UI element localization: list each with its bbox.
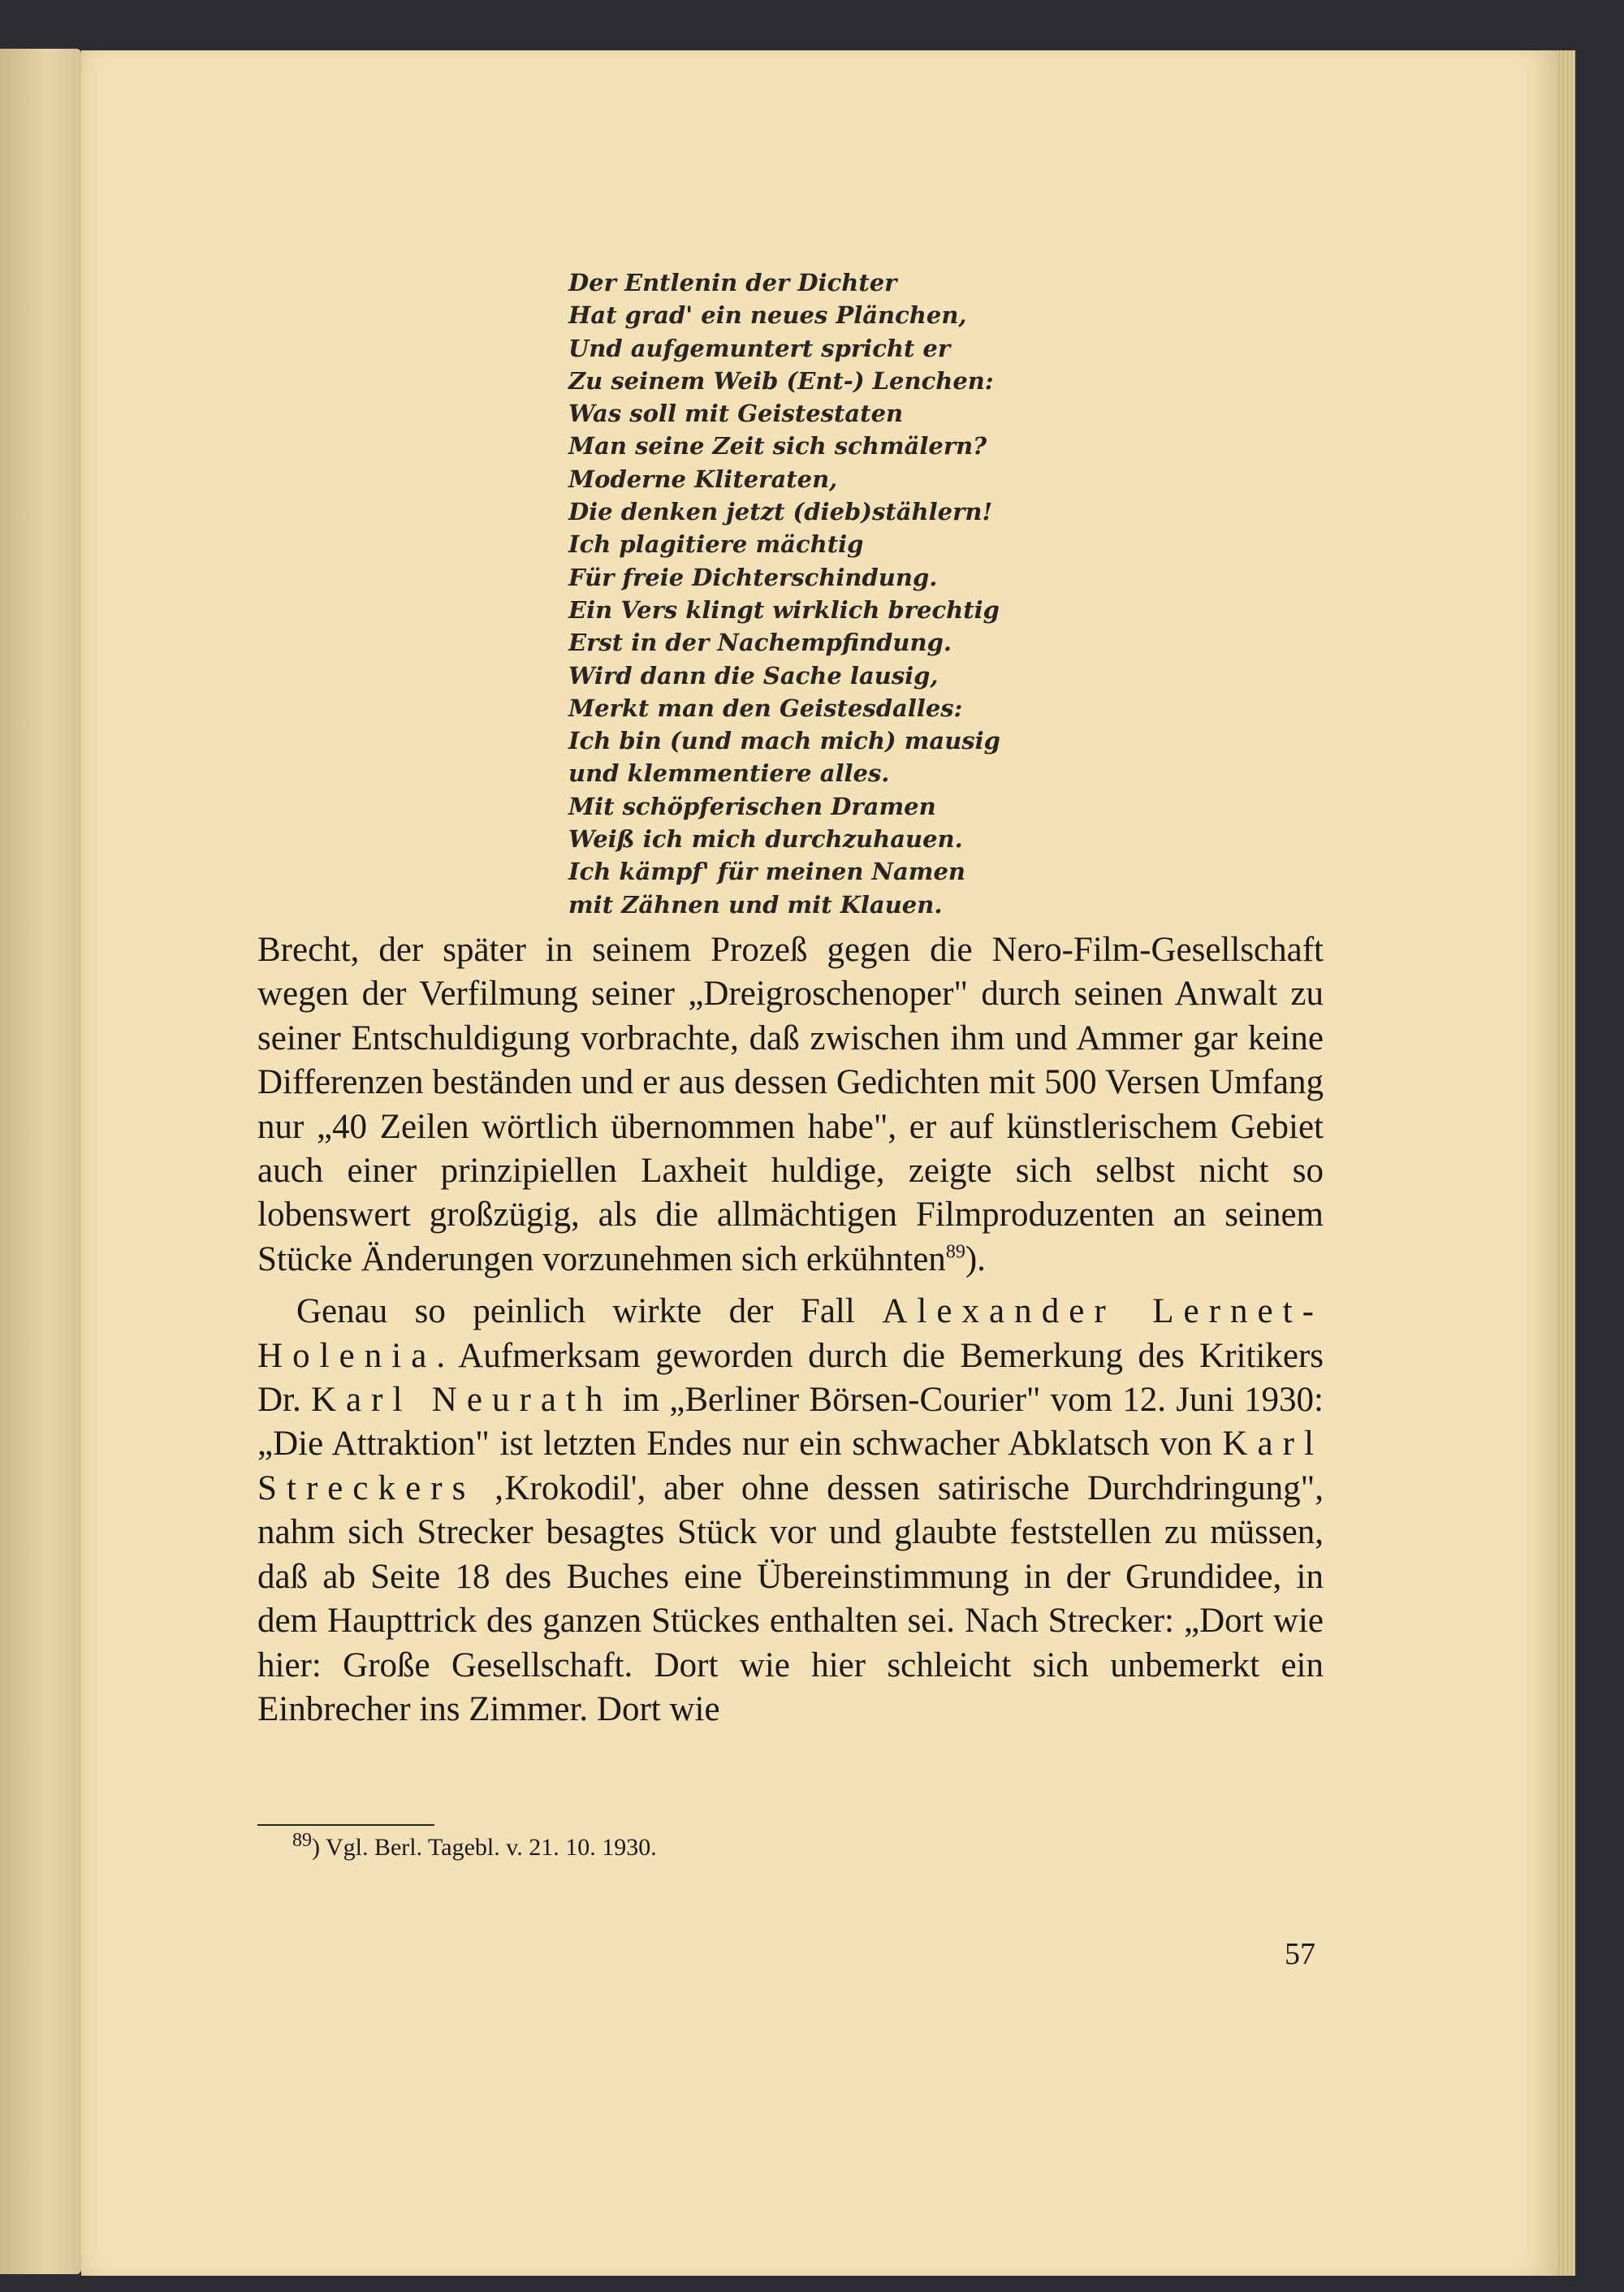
poem-line: Erst in der Nachempfindung.	[568, 629, 952, 657]
poem-line: Für freie Dichterschindung.	[568, 563, 938, 591]
poem-line: Ein Vers klingt wirklich brechtig	[568, 595, 1000, 624]
poem-line: Und aufgemuntert spricht er	[568, 334, 951, 362]
poem-line: Mit schöpferischen Dramen	[568, 792, 936, 820]
poem-line: Ich kämpf' für meinen Namen	[568, 858, 966, 886]
poem-line: Ich plagitiere mächtig	[568, 530, 864, 559]
footnote-marker: 89	[292, 1830, 312, 1851]
page-stack-edge	[1557, 50, 1575, 2276]
poem-line: Hat grad' ein neues Plänchen,	[568, 301, 967, 330]
poem-line: Merkt man den Geistesdalles:	[568, 694, 963, 722]
previous-page-edge	[0, 49, 81, 2274]
poem-line: Man seine Zeit sich schmälern?	[568, 432, 987, 461]
poem-line: Weiß ich mich durchzuhauen.	[568, 825, 963, 854]
spaced-name-neurath: Karl Neurath	[310, 1381, 613, 1420]
poem	[568, 266, 1153, 921]
body-text	[257, 928, 1324, 1732]
footnote-ref: 89	[945, 1241, 965, 1263]
poem-line: Der Entlenin der Dichter	[568, 269, 897, 296]
footnote-rule	[257, 1824, 434, 1826]
poem-line: Ich bin (und mach mich) mausig	[568, 727, 1000, 755]
footnote: $^{89}$) Vgl. Berl. Tagebl. v. 21. 10. 1930.	[292, 1830, 657, 1861]
spaced-name-lernet-holenia: Alexander Lernet-Holenia	[257, 1292, 1324, 1375]
paragraph-1: Brecht, der später in seinem Prozeß gegen die Nero-Film-Gesellschaft wegen der Verfilmung seiner „Dreigroschenoper" durch seinen Anwalt zu seiner Entschuldigung vorbrachte, daß zwischen ihm und Ammer gar keine Differenzen beständen und er aus dessen Gedichten mit 500 Versen Umfang nur „40 Zeilen wörtlich übernommen habe", er auf künstlerischem Gebiet auch einer prinzipiellen Laxheit huldige, zeigte sich selbst nicht so lobenswert großzügig, als die allmächtigen Filmproduzenten an seinem Stücke Änderungen vorzunehmen sich erkühnten$^{89}$).	[257, 931, 1324, 1278]
spaced-name-strecker: Karl Streckers	[257, 1425, 1324, 1507]
poem-line: und klemmentiere alles.	[568, 759, 890, 788]
poem-line: Die denken jetzt (dieb)stählern!	[568, 498, 993, 526]
poem-line: Wird dann die Sache lausig,	[568, 661, 939, 690]
poem-line: Zu seinem Weib (Ent-) Lenchen:	[568, 366, 994, 395]
poem-line: Was soll mit Geistestaten	[568, 400, 904, 428]
poem-line: Moderne Kliteraten,	[568, 465, 838, 493]
paragraph-2: Genau so peinlich wirkte der Fall Alexander Lernet-Holenia. Aufmerksam geworden durch die Bemerkung des Kritikers Dr. Karl Neurath im „Berliner Börsen-Courier" vom 12. Juni 1930: „Die Attraktion" ist letzten Endes nur ein schwacher Abklatsch von Karl Streckers ‚Krokodil', aber ohne dessen satirische Durchdringung", nahm sich Strecker besagtes Stück vor und glaubte feststellen zu müssen, daß ab Seite 18 des Buches eine Übereinstimmung in der Grundidee, in dem Haupttrick des ganzen Stückes enthalten sei. Nach Strecker: „Dort wie hier: Große Gesellschaft. Dort wie hier schleicht sich unbemerkt ein Einbrecher ins Zimmer. Dort wie	[257, 1292, 1324, 1728]
poem-line: mit Zähnen und mit Klauen.	[568, 890, 943, 919]
page-number: 57	[1285, 1937, 1315, 1971]
